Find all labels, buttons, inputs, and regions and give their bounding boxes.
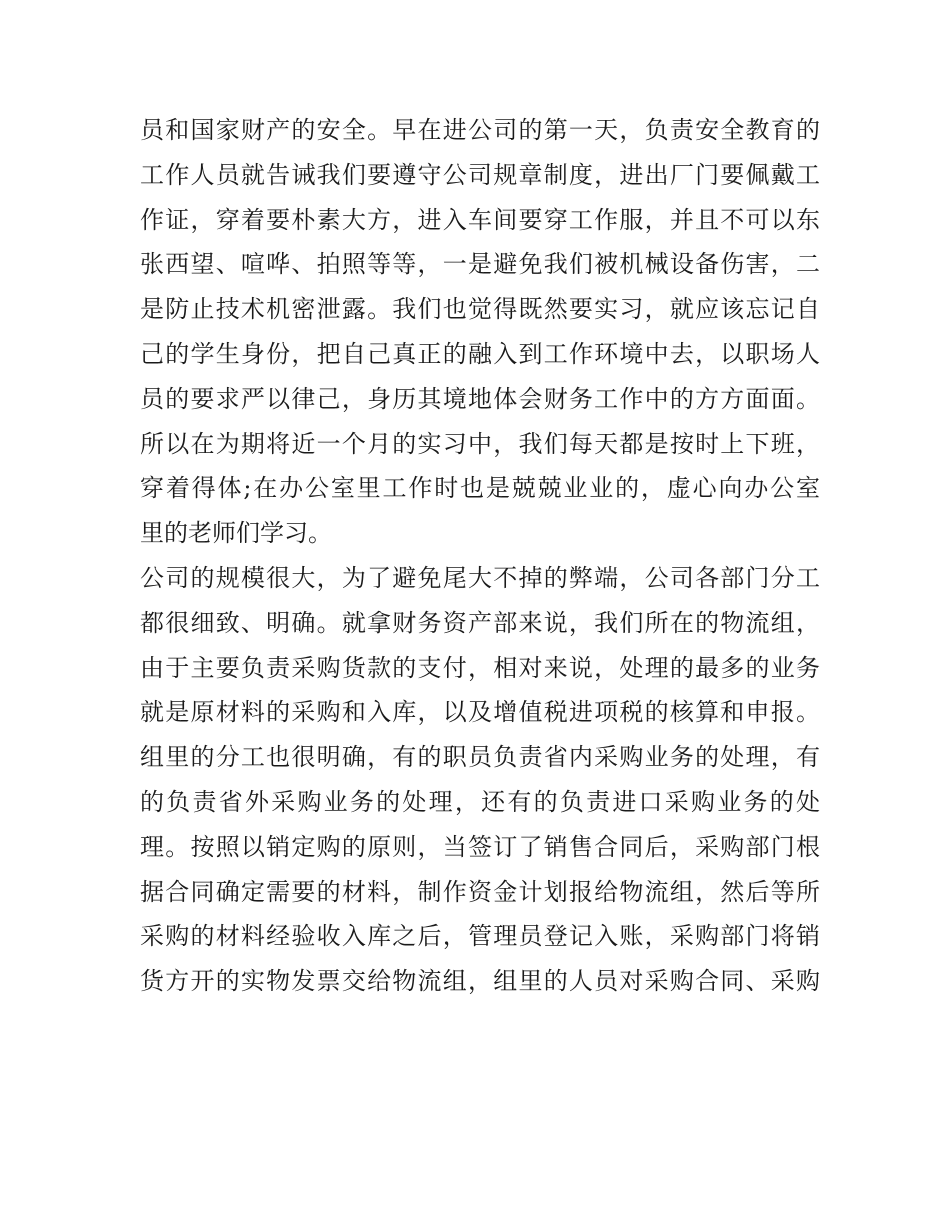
text-line: 的负责省外采购业务的处理，还有的负责进口采购业务的处 — [140, 787, 820, 816]
text-line: 己的学生身份，把自己真正的融入到工作环境中去，以职场人 — [140, 339, 820, 368]
text-line: 货方开的实物发票交给物流组，组里的人员对采购合同、采购 — [140, 967, 820, 996]
paragraph-1 — [140, 108, 820, 556]
text-line: 是防止技术机密泄露。我们也觉得既然要实习，就应该忘记自 — [140, 295, 820, 324]
text-line: 员的要求严以律己，身历其境地体会财务工作中的方方面面。 — [140, 384, 820, 413]
document-body — [140, 108, 820, 1004]
paragraph-2 — [140, 556, 820, 1004]
text-line: 作证，穿着要朴素大方，进入车间要穿工作服，并且不可以东 — [140, 205, 820, 234]
text-line: 穿着得体;在办公室里工作时也是兢兢业业的，虚心向办公室 — [140, 474, 820, 503]
text-line: 张西望、喧哗、拍照等等，一是避免我们被机械设备伤害，二 — [140, 250, 820, 279]
text-line: 员和国家财产的安全。早在进公司的第一天，负责安全教育的 — [140, 116, 820, 144]
text-line: 组里的分工也很明确，有的职员负责省内采购业务的处理，有 — [140, 743, 820, 772]
text-line: 都很细致、明确。就拿财务资产部来说，我们所在的物流组， — [140, 608, 820, 637]
text-line: 就是原材料的采购和入库，以及增值税进项税的核算和申报。 — [140, 698, 820, 727]
text-line: 由于主要负责采购货款的支付，相对来说，处理的最多的业务 — [140, 653, 820, 682]
text-line: 公司的规模很大，为了避免尾大不掉的弊端，公司各部门分工 — [140, 563, 820, 592]
text-line: 里的老师们学习。 — [140, 519, 332, 548]
text-line: 所以在为期将近一个月的实习中，我们每天都是按时上下班， — [140, 429, 820, 458]
text-line: 采购的材料经验收入库之后，管理员登记入账，采购部门将销 — [140, 922, 820, 951]
text-line: 理。按照以销定购的原则，当签订了销售合同后，采购部门根 — [140, 832, 820, 861]
text-line: 据合同确定需要的材料，制作资金计划报给物流组，然后等所 — [140, 877, 820, 906]
text-line: 工作人员就告诫我们要遵守公司规章制度，进出厂门要佩戴工 — [140, 160, 820, 189]
